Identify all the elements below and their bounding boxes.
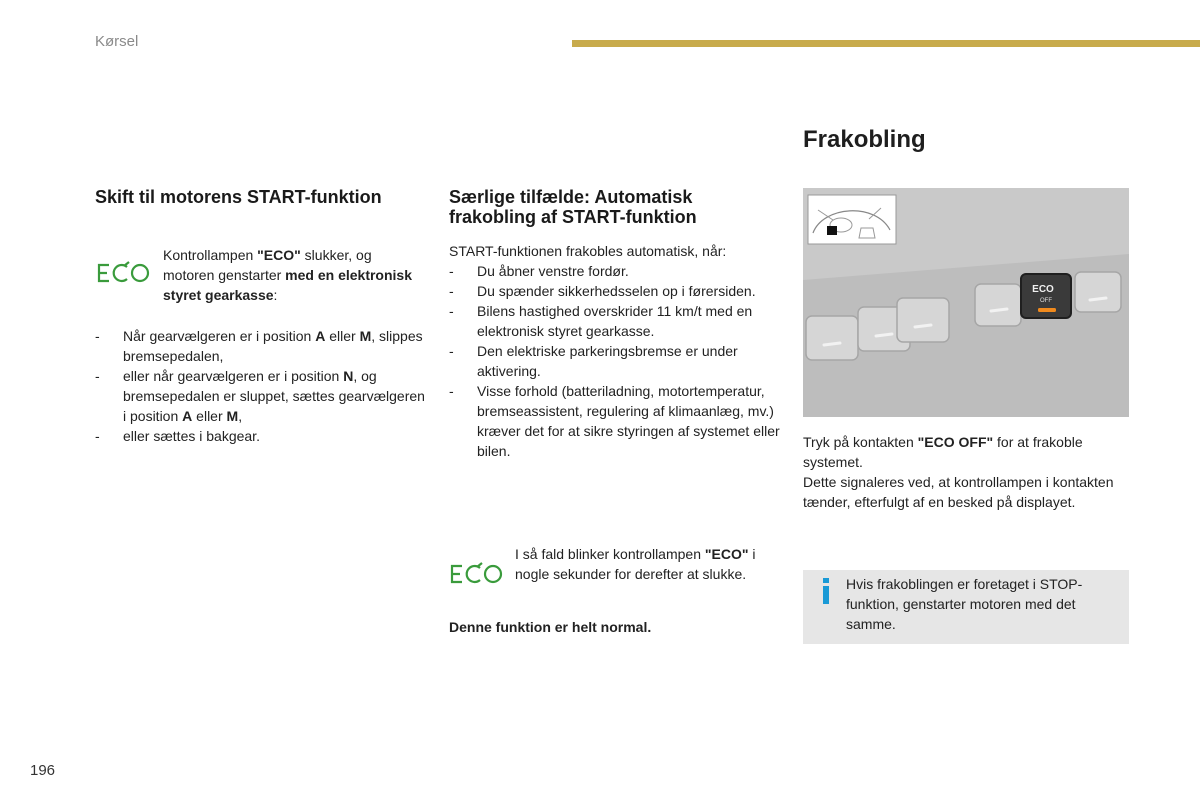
heading-special-cases: Særlige tilfælde: Automatisk frakobling af START-funktion [449,187,697,227]
list-marker: - [449,343,454,359]
list-marker: - [449,383,454,399]
auto-deactivation-intro: START-funktionen frakobles automatisk, når: [449,243,727,259]
eco-off-intro: Kontrollampen "ECO" slukker, og motoren genstarter med en elektronisk styret gearkasse: [163,247,412,303]
list-item: - Når gearvælgeren er i position A eller M, slippes bremsepedalen, [95,328,423,364]
list-item: - eller når gearvælgeren er i position N, og bremsepedalen er sluppet, sættes gearvælgeren i position A eller M, [95,368,425,424]
start-conditions-list [95,326,425,446]
eco-off-switch-illustration [803,188,1129,417]
list-item: - eller sættes i bakgear. [95,428,260,444]
info-box [803,570,1129,644]
list-marker: - [95,368,100,384]
svg-text:OFF: OFF [1040,298,1052,304]
list-marker: - [95,428,100,444]
eco-off-instructions: Tryk på kontakten "ECO OFF" for at frakoble systemet. Dette signaleres ved, at kontrollampen i kontakten tænder, efterfulgt af en besked på displayet. [803,434,1114,510]
page-title: Frakobling [803,126,926,153]
list-marker: - [449,303,454,319]
list-item: - Bilens hastighed overskrider 11 km/t med en elektronisk styret gearkasse. [449,303,753,339]
info-text: Hvis frakoblingen er foretaget i STOP-funktion, genstarter motoren med det samme. [846,576,1083,632]
section-label: Kørsel [95,33,139,50]
heading-start-function: Skift til motorens START-funktion [95,187,382,207]
list-marker: - [449,263,454,279]
auto-deactivation-list [449,261,789,461]
list-marker: - [95,328,100,344]
eco-icon [96,261,150,285]
eco-icon [449,562,503,586]
svg-text:ECO: ECO [1032,284,1054,295]
info-icon [821,578,831,604]
header-accent-bar [572,40,1200,47]
page-number: 196 [30,762,56,779]
list-item: - Visse forhold (batteriladning, motortemperatur, bremseassistent, regulering af klimaanlæg, mv.) kræver det for at sikre styringen af systemet eller bilen. [449,383,780,459]
list-item: - Den elektriske parkeringsbremse er under aktivering. [449,343,738,379]
list-item: - Du åbner venstre fordør. [449,263,629,279]
list-item: - Du spænder sikkerhedsselen op i førersiden. [449,283,756,299]
list-marker: - [449,283,454,299]
normal-function-note: Denne funktion er helt normal. [449,619,652,635]
eco-blink-note: I så fald blinker kontrollampen "ECO" i nogle sekunder for derefter at slukke. [515,546,756,582]
